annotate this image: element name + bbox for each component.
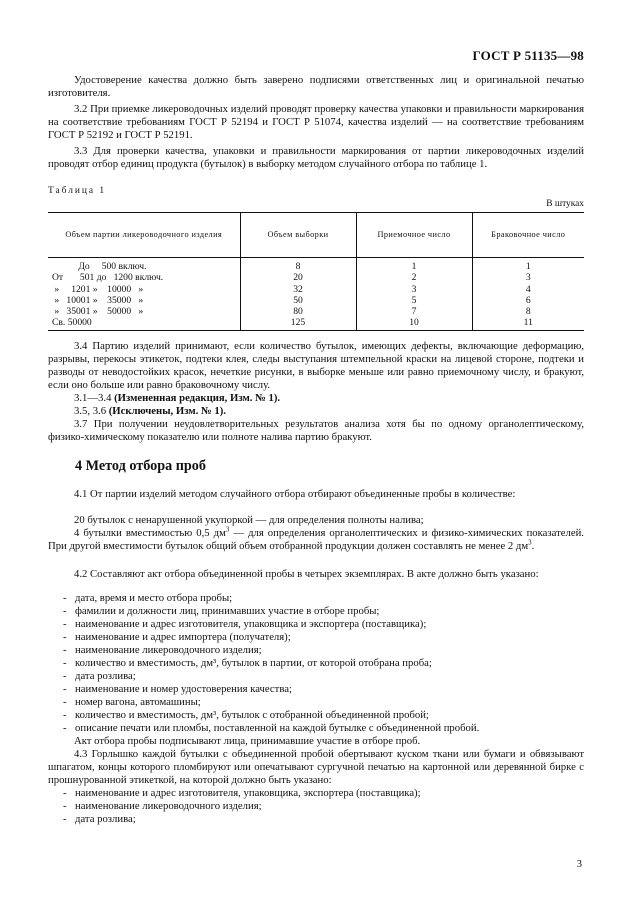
cell-acceptance: 10	[356, 317, 472, 330]
table-row	[48, 284, 584, 295]
cell-acceptance: 7	[356, 306, 472, 317]
cell-sample-size: 8	[240, 258, 356, 273]
list-item-text: количество и вместимость, дм³, бутылок в партии, от которой отобрана проба;	[75, 657, 432, 669]
list-item: - дата розлива;	[63, 670, 136, 682]
list-item-text: описание печати или пломбы, поставленной на каждой бутылке с объединенной пробой.	[75, 722, 480, 734]
cell-acceptance: 3	[356, 284, 472, 295]
amendment-range: 3.1—3.4	[74, 392, 115, 404]
cell-acceptance: 5	[356, 295, 472, 306]
list-item-text: наименование ликероводочного изделия;	[75, 644, 262, 656]
list-item-text: дата розлива;	[75, 670, 136, 682]
cell-lot-size: Св. 50000	[48, 317, 240, 330]
cell-lot-size: От 501 до 1200 включ.	[52, 272, 164, 284]
list-item-text: дата, время и место отбора пробы;	[75, 592, 233, 604]
table-row	[48, 306, 584, 317]
amendment-note-2	[48, 405, 584, 418]
cell-rejection: 3	[472, 272, 584, 283]
list-item: - наименование и адрес изготовителя, упаковщика и экспортера (поставщика);	[63, 618, 427, 630]
list-item: - наименование и номер удостоверения качества;	[63, 683, 292, 695]
cell-rejection: 6	[472, 295, 584, 306]
cell-lot-size: » 1201 » 10000 »	[52, 283, 144, 295]
paragraph-4-1-item-a: 20 бутылок с ненарушенной укупоркой — для определения полноты налива;	[74, 514, 424, 526]
list-item: - количество и вместимость, дм³, бутылок с отобранной объединенной пробой;	[63, 709, 429, 721]
page-number: 3	[576, 859, 582, 870]
cell-rejection: 11	[472, 317, 584, 330]
paragraph-4-1-item-b	[48, 527, 584, 553]
paragraph-act-signed: Акт отбора пробы подписывают лица, принимавшие участие в отборе проб.	[74, 735, 421, 747]
cell-sample-size: 80	[240, 306, 356, 317]
paragraph-4-1: 4.1 От партии изделий методом случайного отбора отбирают объединенные пробы в количестве:	[74, 488, 516, 500]
amendment-text: (Измененная редакция, Изм. № 1).	[114, 392, 281, 404]
cell-lot-size: » 35001 » 50000 »	[52, 306, 144, 318]
superscript: 3	[225, 525, 230, 534]
cell-lot-size: » 10001 » 35000 »	[52, 294, 144, 306]
list-item-text: наименование и адрес импортера (получателя);	[75, 631, 291, 643]
table-row	[48, 317, 584, 330]
list-item-text: наименование и адрес изготовителя, упаковщика и экспортера (поставщика);	[75, 618, 427, 630]
list-item: - количество и вместимость, дм³, бутылок в партии, от которой отобрана проба;	[63, 657, 432, 669]
text-run: .	[531, 540, 535, 553]
paragraph-3-2: 3.2 При приемке ликероводочных изделий проводят проверку качества упаковки и правильности маркирования на соответствие требованиям ГОСТ Р 52194 и ГОСТ Р 51074, качества изделий — на соответствие требованиям ГОСТ Р 52192 и ГОСТ Р 52191.	[48, 103, 584, 142]
list-item-text: наименование ликероводочного изделия;	[75, 800, 262, 812]
text-run: 4 бутылки вместимостью 0,5 дм	[74, 527, 226, 539]
paragraph-3-4: 3.4 Партию изделий принимают, если количество бутылок, имеющих дефекты, включающие деформацию, разрывы, перекосы этикеток, подтеки клея, следы выступания штемпельной краски на лицевой стороне, подтеки и разводы от неводостойких красок, нечеткие рисунки, в выборке меньше или равно приемочному числу, и бракуют, если оно больше или равно браковочному числу.	[48, 340, 584, 392]
col-header-sample-size: Объем выборки	[240, 213, 356, 258]
list-item: - дата, время и место отбора пробы;	[63, 592, 233, 604]
list-item: - фамилии и должности лиц, принимавших участие в отборе пробы;	[63, 605, 380, 617]
text-run: — для определения органолептических и физико-химических показателей. При другой вместимости бутылок общий объем отобранной продукции должен составлять не менее 2 дм	[48, 527, 584, 553]
table-row	[48, 258, 584, 273]
list-item: - наименование и адрес изготовителя, упаковщика, экспортера (поставщика);	[63, 787, 421, 799]
list-item-text: наименование и адрес изготовителя, упаковщика, экспортера (поставщика);	[75, 787, 421, 799]
paragraph-4-3: 4.3 Горлышко каждой бутылки с объединенной пробой обертывают куском ткани или бумаги и обвязывают шпагатом, концы которого пломбируют или опечатывают сургучной печатью на картонной или деревянной бирке с прошнурованной этикеткой, на которой должно быть указано:	[48, 748, 584, 787]
cell-rejection: 1	[472, 258, 584, 273]
cell-acceptance: 2	[356, 272, 472, 283]
list-item: - номер вагона, автомашины;	[63, 696, 201, 708]
standard-designation: ГОСТ Р 51135—98	[472, 48, 584, 63]
list-item: - описание печати или пломбы, поставленной на каждой бутылке с объединенной пробой.	[63, 722, 480, 734]
section-4-heading: 4 Метод отбора проб	[75, 458, 206, 474]
list-item-text: дата розлива;	[75, 813, 136, 825]
list-item-text: номер вагона, автомашины;	[75, 696, 201, 708]
paragraph-3-3: 3.3 Для проверки качества, упаковки и правильности маркирования от партии ликероводочных изделий проводят отбор единиц продукта (бутылок) в выборку методом случайного отбора по таблице 1.	[48, 145, 584, 171]
table-unit-note: В штуках	[546, 199, 584, 209]
cell-sample-size: 20	[240, 272, 356, 283]
table-row	[48, 295, 584, 306]
list-item-text: количество и вместимость, дм³, бутылок с отобранной объединенной пробой;	[75, 709, 429, 721]
list-item: - наименование ликероводочного изделия;	[63, 644, 262, 656]
cell-acceptance: 1	[356, 258, 472, 273]
list-item-text: наименование и номер удостоверения качества;	[75, 683, 292, 695]
cell-sample-size: 125	[240, 317, 356, 330]
table-1	[48, 212, 584, 331]
table-row	[48, 272, 584, 283]
list-item: - наименование и адрес импортера (получателя);	[63, 631, 291, 643]
cell-sample-size: 50	[240, 295, 356, 306]
table-label: Таблица 1	[48, 186, 107, 196]
list-item-text: фамилии и должности лиц, принимавших участие в отборе пробы;	[75, 605, 380, 617]
amendment-note-1	[48, 392, 584, 405]
col-header-acceptance-number: Приемочное число	[356, 213, 472, 258]
paragraph-quality-certificate: Удостоверение качества должно быть заверено подписями ответственных лиц и оригинальной печатью изготовителя.	[48, 74, 584, 100]
list-item: - дата розлива;	[63, 813, 136, 825]
superscript: 3	[528, 538, 532, 547]
cell-sample-size: 32	[240, 284, 356, 295]
cell-lot-size: До 500 включ.	[52, 261, 147, 272]
paragraph-4-2: 4.2 Составляют акт отбора объединенной пробы в четырех экземплярах. В акте должно быть указано:	[74, 568, 539, 580]
amendment-text: (Исключены, Изм. № 1).	[108, 405, 226, 417]
cell-rejection: 8	[472, 306, 584, 317]
paragraph-3-7: 3.7 При получении неудовлетворительных результатов анализа хотя бы по одному органолептическому, физико-химическому показателю или полноте налива партию бракуют.	[48, 418, 584, 444]
list-item: - наименование ликероводочного изделия;	[63, 800, 262, 812]
cell-rejection: 4	[472, 284, 584, 295]
col-header-rejection-number: Браковочное число	[472, 213, 584, 258]
amendment-range: 3.5, 3.6	[74, 405, 109, 417]
col-header-lot-size: Объем партии ликероводочного изделия	[48, 213, 240, 258]
table-header-row	[48, 213, 584, 258]
